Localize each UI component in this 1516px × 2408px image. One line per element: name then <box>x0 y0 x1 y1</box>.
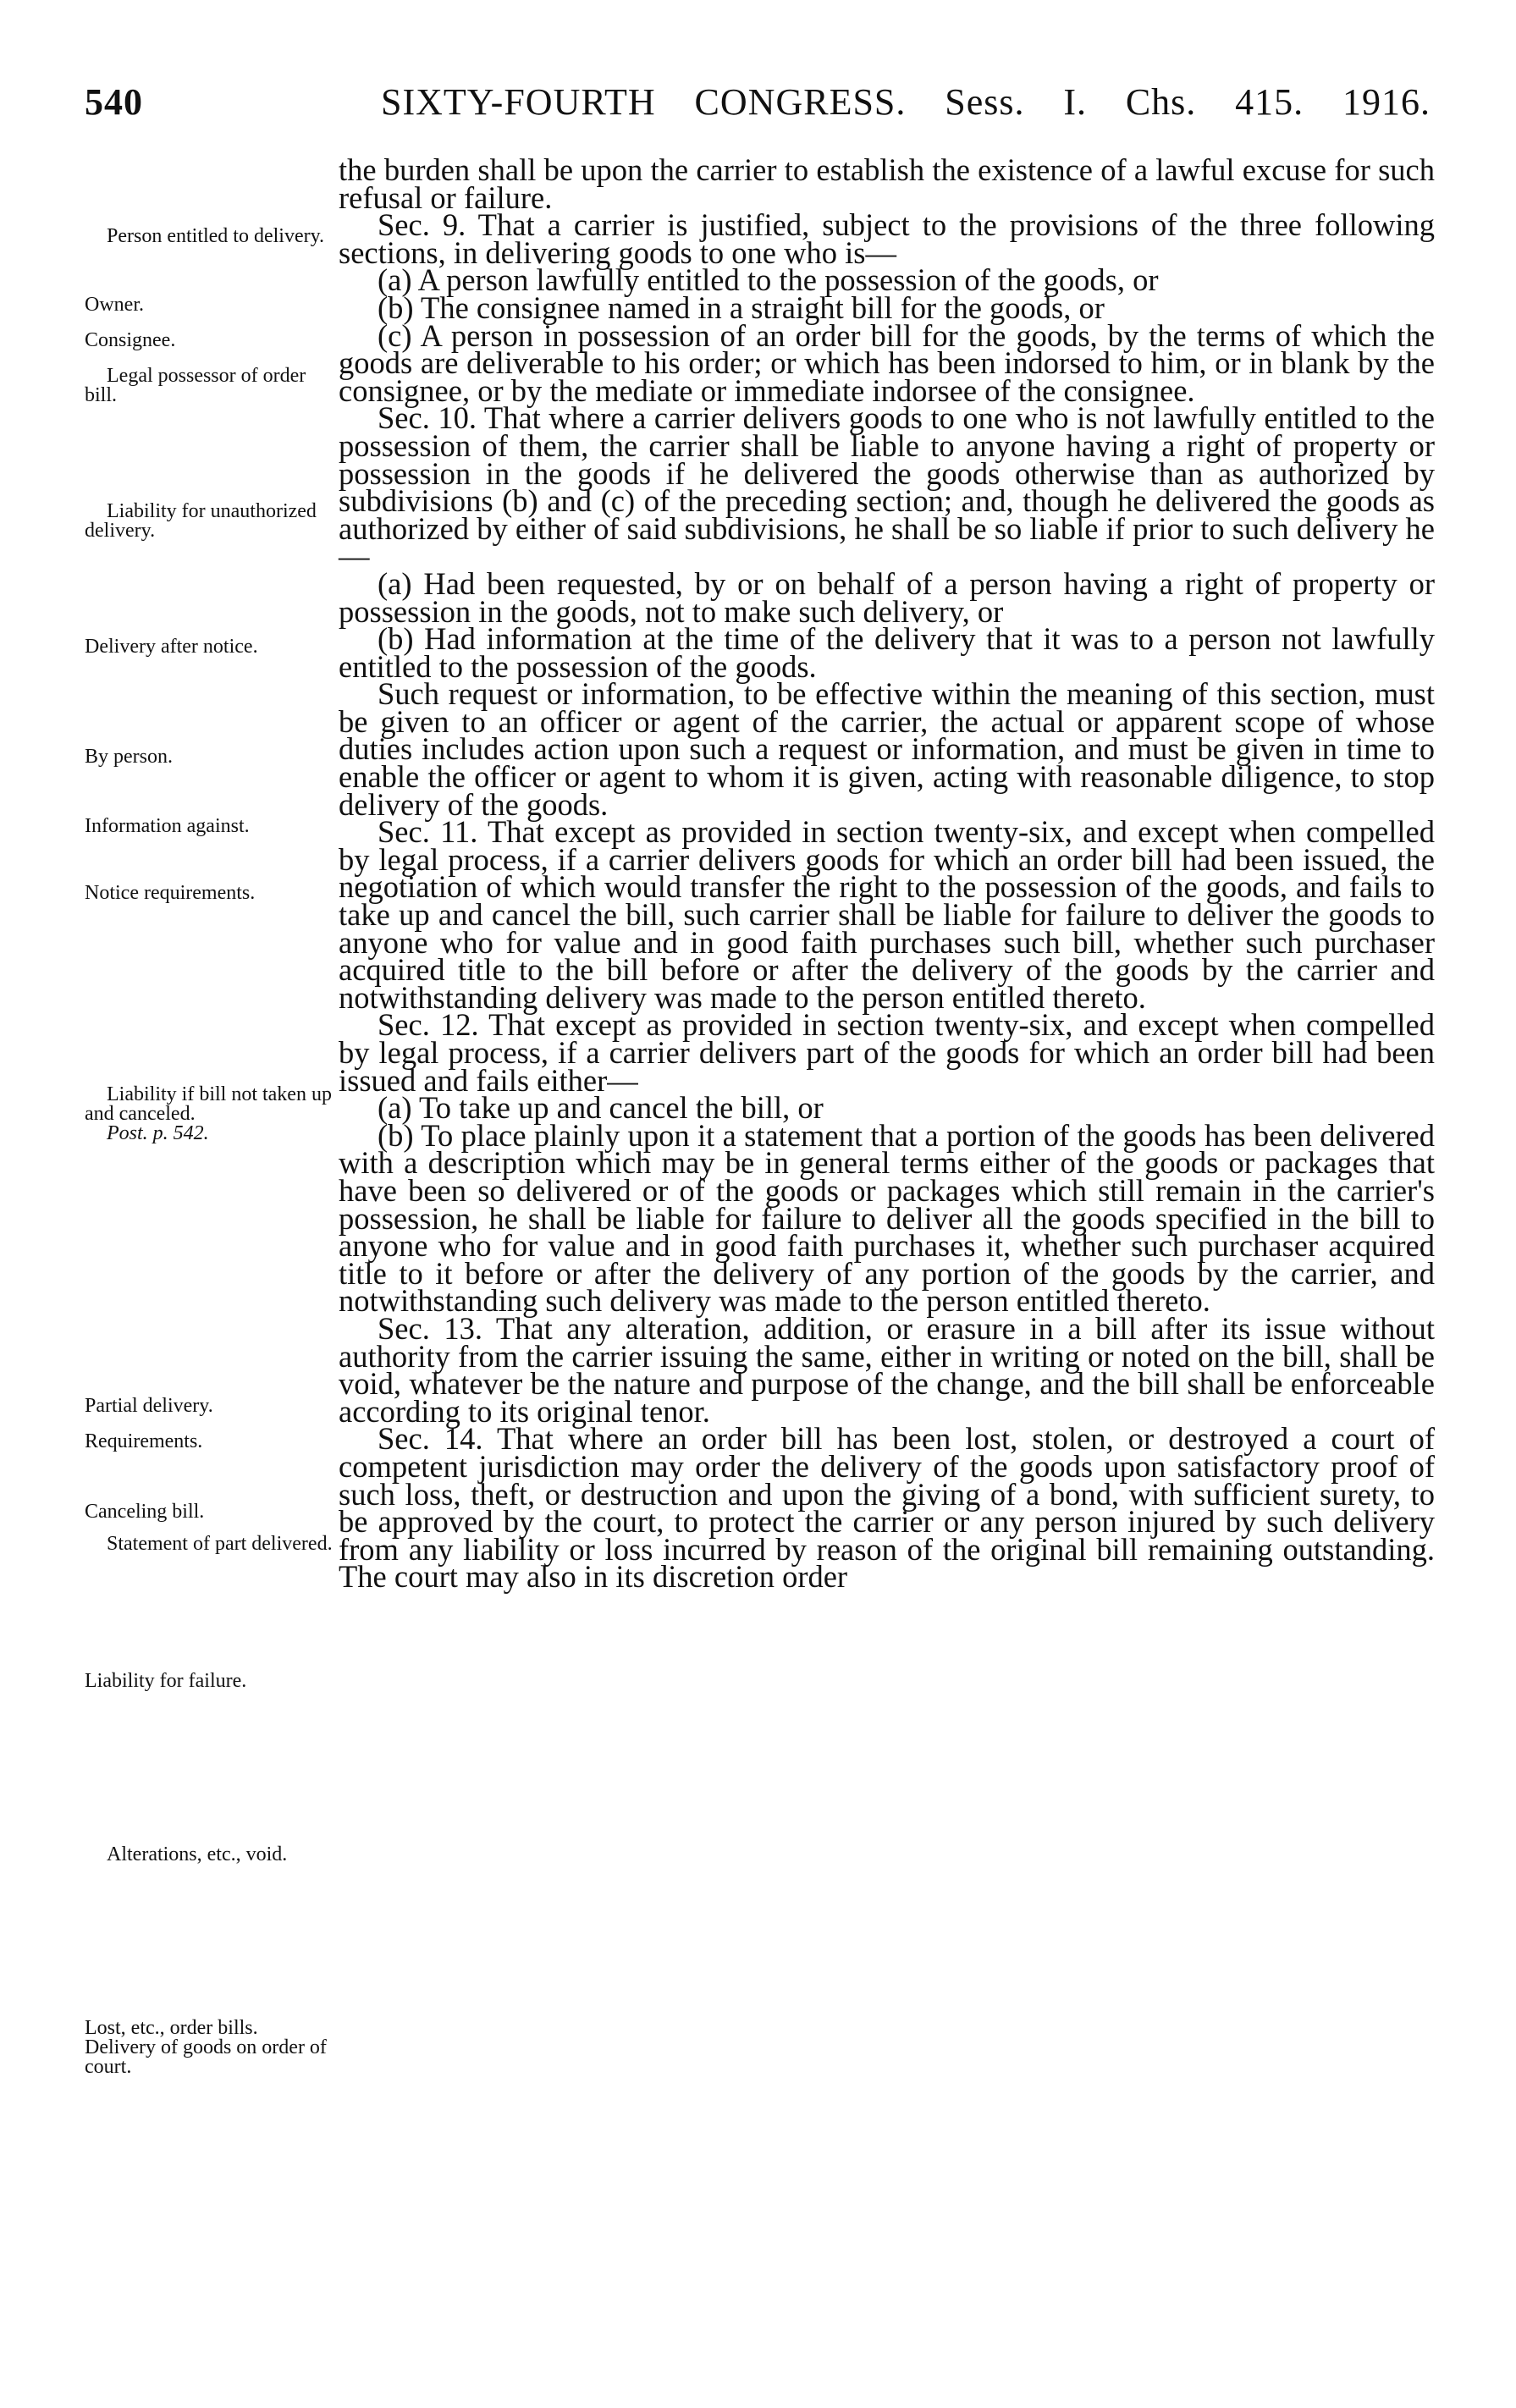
margin-note-post-reference: Post. p. 542. <box>107 1122 209 1144</box>
main-text <box>339 152 1435 1595</box>
paragraph-sec-13: Sec. 13. That any alteration, addition, or erasure in a bill after its issue without authority from the carrier issuing the same, either in writing or noted on the bill, shall be void, whatever be the nature and purpose of the change, and the bill shall be enforceable according to its original tenor. <box>339 1310 1435 1429</box>
margin-note-consignee: Consignee. <box>85 329 176 351</box>
page-header <box>85 80 1431 131</box>
paragraph-sec-9-a: (a) A person lawfully entitled to the possession of the goods, or <box>378 262 1159 298</box>
margin-note-person-entitled: Person entitled to delivery. <box>107 225 325 247</box>
margin-note-liability-unauthorized: Liability for unauthorized delivery. <box>85 500 317 542</box>
paragraph-sec-12: Sec. 12. That except as provided in section twenty-six, and except when compelled by legal process, if a carrier delivers part of the goods for which an order bill had been issued and fails either— <box>339 1007 1435 1098</box>
paragraph-sec-10-notice: Such request or information, to be effective within the meaning of this section, must be given to an officer or agent of the carrier, the actual or apparent scope of whose duties includes action upon such a request or information, and must be given in time to enable the officer or agent to whom it is given, acting with reasonable diligence, to stop delivery of the goods. <box>339 676 1435 822</box>
paragraph-sec-12-a: (a) To take up and cancel the bill, or <box>378 1090 824 1126</box>
paragraph-sec-14: Sec. 14. That where an order bill has been lost, stolen, or destroyed a court of competent jurisdiction may order the delivery of the goods upon satisfactory proof of such loss, theft, or destruction and upon the giving of a bond, with sufficient surety, to be approved by the court, to protect the carrier or any person injured by such delivery from any liability or loss incurred by reason of the original bill remaining outstanding. The court may also in its discretion order <box>339 1421 1435 1595</box>
margin-note-owner: Owner. <box>85 294 144 316</box>
margin-note-alterations: Alterations, etc., void. <box>107 1843 288 1865</box>
margin-note-canceling-bill: Canceling bill. <box>85 1501 205 1523</box>
page-number: 540 <box>85 81 143 123</box>
paragraph-burden: the burden shall be upon the carrier to establish the existence of a lawful excuse for such refusal or failure. <box>339 152 1435 215</box>
paragraph-sec-9: Sec. 9. That a carrier is justified, subject to the provisions of the three following sections, in delivering goods to one who is— <box>339 207 1435 270</box>
margin-note-legal-possessor: Legal possessor of order bill. <box>85 365 306 406</box>
paragraph-sec-11: Sec. 11. That except as provided in section twenty-six, and except when compelled by legal process, if a carrier delivers goods for which an order bill had been issued, the negotiation of which would transfer the right to the possession of the goods, and fails to take up and cancel the bill, such carrier shall be liable for failure to deliver the goods to anyone who for value and in good faith purchases such bill, whether such purchaser acquired title to the bill before or after the delivery of the goods by the carrier and notwithstanding delivery was made to the person entitled thereto. <box>339 814 1435 1015</box>
paragraph-sec-10-b: (b) Had information at the time of the delivery that it was to a person not lawfully entitled to the possession of the goods. <box>339 621 1435 684</box>
margin-note-delivery-court-order: Delivery of goods on order of court. <box>85 2036 327 2078</box>
margin-note-requirements: Requirements. <box>85 1430 203 1452</box>
margin-note-notice-requirements: Notice requirements. <box>85 882 256 904</box>
paragraph-sec-9-b: (b) The consignee named in a straight bill for the goods, or <box>378 289 1105 325</box>
margin-note-information-against: Information against. <box>85 815 250 837</box>
margin-note-liability-failure: Liability for failure. <box>85 1670 247 1692</box>
margin-note-lost-order-bills: Lost, etc., order bills. <box>85 2017 258 2039</box>
paragraph-sec-9-c: (c) A person in possession of an order bill for the goods, by the terms of which the goods are deliverable to his order; or which has been indorsed to him, or in blank by the consignee, or by the mediate or immediate indorsee of the consignee. <box>339 317 1435 408</box>
margin-note-delivery-after-notice: Delivery after notice. <box>85 636 258 658</box>
paragraph-sec-10: Sec. 10. That where a carrier delivers goods to one who is not lawfully entitled to the possession of them, the carrier shall be liable to anyone having a right of property or possession in the goods if he delivered the goods otherwise than as authorized by subdivisions (b) and (c) of the preceding section; and, though he delivered the goods as authorized by either of said subdivisions, he shall be so liable if prior to such delivery he— <box>339 400 1435 574</box>
paragraph-sec-10-a: (a) Had been requested, by or on behalf of a person having a right of property or possession in the goods, not to make such delivery, or <box>339 565 1435 629</box>
margin-note-liability-bill: Liability if bill not taken up and canceled. <box>85 1083 332 1125</box>
margin-note-by-person: By person. <box>85 746 173 768</box>
margin-note-statement-part: Statement of part delivered. <box>107 1533 333 1555</box>
running-title: SIXTY-FOURTH CONGRESS. Sess. I. Chs. 415. 1916. <box>381 81 1431 123</box>
margin-note-partial-delivery: Partial delivery. <box>85 1395 213 1417</box>
paragraph-sec-12-b: (b) To place plainly upon it a statement that a portion of the goods has been delivered with a description which may be in general terms either of the goods or packages that have been so delivered or of the goods or packages which still remain in the carrier's possession, he shall be liable for failure to deliver all the goods specified in the bill to anyone who for value and in good faith purchases it, whether such purchaser acquired title to it before or after the delivery of any portion of the goods by the carrier, and notwithstanding such delivery was made to the person entitled thereto. <box>339 1117 1435 1319</box>
